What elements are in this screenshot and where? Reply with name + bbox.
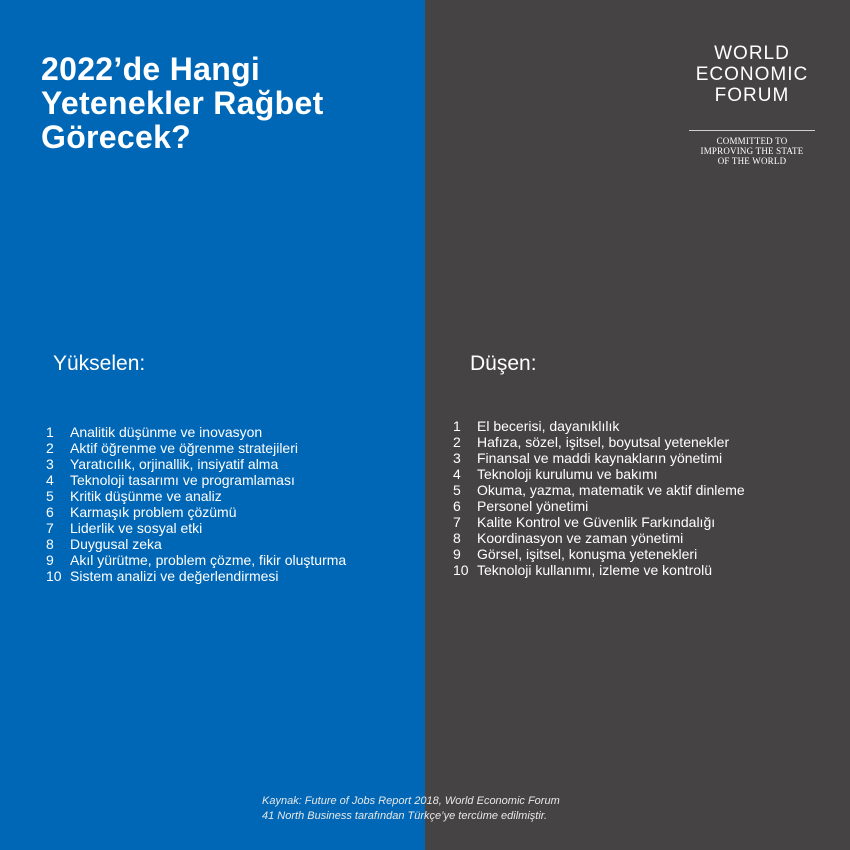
item-label: Teknoloji tasarımı ve programlaması <box>70 472 295 488</box>
item-number: 5 <box>453 482 461 498</box>
item-number: 8 <box>46 536 54 552</box>
item-label: Karmaşık problem çözümü <box>70 504 237 520</box>
item-label: Personel yönetimi <box>477 498 589 514</box>
list-item <box>453 562 745 578</box>
list-item <box>453 482 745 498</box>
item-label: Teknoloji kullanımı, izleme ve kontrolü <box>477 562 712 578</box>
list-item <box>46 472 346 488</box>
item-label: Aktif öğrenme ve öğrenme stratejileri <box>70 440 298 456</box>
list-item <box>46 520 346 536</box>
list-item <box>46 440 346 456</box>
list-item <box>453 514 745 530</box>
item-label: Finansal ve maddi kaynakların yönetimi <box>477 450 723 466</box>
list-item <box>46 536 346 552</box>
logo-divider <box>689 130 815 131</box>
logo-line-2: ECONOMIC <box>695 64 809 85</box>
logo-line-1: WORLD <box>714 43 790 64</box>
item-label: Liderlik ve sosyal etki <box>70 520 203 536</box>
declining-list <box>453 418 745 578</box>
title-line-3: Görecek? <box>41 119 192 155</box>
item-label: Kritik düşünme ve analiz <box>70 488 222 504</box>
item-number: 6 <box>453 498 461 514</box>
item-number: 3 <box>46 456 54 472</box>
item-label: Hafıza, sözel, işitsel, boyutsal yetenekler <box>477 434 730 450</box>
logo-tagline-3: OF THE WORLD <box>717 156 787 166</box>
item-number: 4 <box>46 472 54 488</box>
source-line: Kaynak: Future of Jobs Report 2018, World Economic Forum <box>262 795 560 807</box>
item-number: 10 <box>453 562 469 578</box>
item-label: Yaratıcılık, orjinallik, insiyatif alma <box>70 456 279 472</box>
page-title <box>41 52 324 154</box>
item-label: Sistem analizi ve değerlendirmesi <box>70 568 279 584</box>
item-label: Koordinasyon ve zaman yönetimi <box>477 530 684 546</box>
list-item <box>453 418 745 434</box>
item-number: 9 <box>453 546 461 562</box>
rising-list <box>46 424 346 584</box>
list-item <box>46 456 346 472</box>
logo-line-3: FORUM <box>714 85 790 106</box>
item-number: 1 <box>46 424 54 440</box>
list-item <box>46 488 346 504</box>
logo-tagline-2: IMPROVING THE STATE <box>700 146 804 156</box>
item-number: 6 <box>46 504 54 520</box>
item-label: Akıl yürütme, problem çözme, fikir oluşturma <box>70 552 347 568</box>
item-number: 10 <box>46 568 62 584</box>
list-item <box>453 466 745 482</box>
declining-heading: Düşen: <box>470 352 537 375</box>
item-number: 7 <box>453 514 461 530</box>
item-number: 8 <box>453 530 461 546</box>
item-number: 2 <box>453 434 461 450</box>
list-item <box>46 504 346 520</box>
item-number: 2 <box>46 440 54 456</box>
item-label: Duygusal zeka <box>70 536 162 552</box>
item-number: 7 <box>46 520 54 536</box>
item-label: Analitik düşünme ve inovasyon <box>70 424 263 440</box>
title-line-1: 2022’de Hangi <box>41 51 261 87</box>
translation-line: 41 North Business tarafından Türkçe’ye tercüme edilmiştir. <box>262 810 548 822</box>
item-number: 9 <box>46 552 54 568</box>
list-item <box>453 434 745 450</box>
list-item <box>46 424 346 440</box>
list-item <box>46 552 346 568</box>
rising-heading: Yükselen: <box>53 352 146 375</box>
source-footer <box>262 794 560 824</box>
item-label: Okuma, yazma, matematik ve aktif dinleme <box>477 482 745 498</box>
item-number: 3 <box>453 450 461 466</box>
item-number: 4 <box>453 466 461 482</box>
title-line-2: Yetenekler Rağbet <box>41 85 324 121</box>
item-number: 5 <box>46 488 54 504</box>
list-item <box>453 530 745 546</box>
wef-logo <box>688 43 816 166</box>
item-label: Görsel, işitsel, konuşma yetenekleri <box>477 546 698 562</box>
list-item <box>453 450 745 466</box>
item-label: El becerisi, dayanıklılık <box>477 418 620 434</box>
item-label: Kalite Kontrol ve Güvenlik Farkındalığı <box>477 514 716 530</box>
list-item <box>453 546 745 562</box>
item-label: Teknoloji kurulumu ve bakımı <box>477 466 658 482</box>
list-item <box>46 568 346 584</box>
item-number: 1 <box>453 418 461 434</box>
logo-tagline-1: COMMITTED TO <box>716 136 788 146</box>
list-item <box>453 498 745 514</box>
